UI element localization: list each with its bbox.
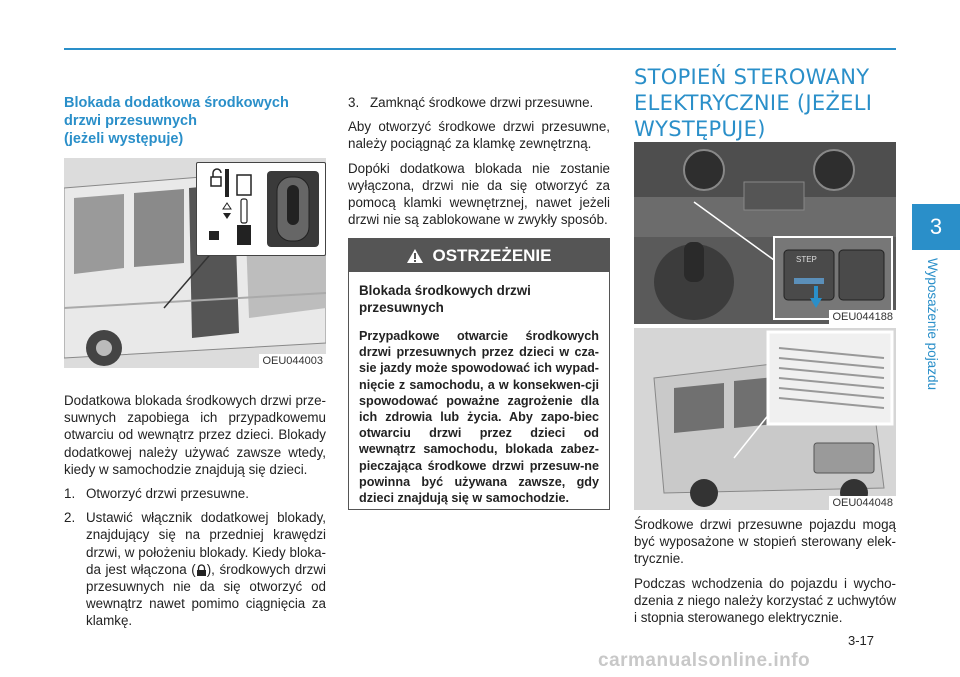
section-title-line: ELEKTRYCZNIE (JEŻELI <box>634 91 873 115</box>
section-title <box>634 64 896 142</box>
section-title-line: STOPIEŃ STEROWANY <box>634 65 870 89</box>
figure-child-lock <box>64 158 326 368</box>
lock-icon <box>196 564 207 576</box>
warning-body: Przypadkowe otwarcie środkowych drzwi przesuwnych przez dzieci w cza-sie jazdy może spowodować ich wypad-nięcie z samochodu, a w konsekwen-cji spowodować poważne zagrożenie dla ich zdrowia lub życia. Aby zapo-biec otwarciu drzwi przez dzieci od wewnątrz samochodu, blokada zabez-pieczająca środkowe drzwi przesuw-ne powinna być używana zawsze, gdy dzieci znajdują się w samochodzie. <box>359 329 599 506</box>
warning-box <box>348 238 610 510</box>
warning-header-label: OSTRZEŻENIE <box>432 245 552 265</box>
middle-body <box>348 94 610 235</box>
list-text: Otworzyć drzwi przesuwne. <box>86 486 249 502</box>
step-button-label: STEP <box>796 255 817 264</box>
page-number: 3-17 <box>848 633 875 648</box>
warning-icon <box>406 248 424 264</box>
watermark: carmanualsonline.info <box>598 650 811 671</box>
chapter-tab: 3 <box>912 204 960 250</box>
warning-header <box>349 239 609 272</box>
figure-van-step <box>634 328 896 510</box>
figure-step-switch <box>634 142 896 324</box>
list-text: Zamknąć środkowe drzwi przesuwne. <box>370 95 594 110</box>
van-illustration <box>634 328 896 510</box>
section-title-line: WYSTĘPUJE) <box>634 117 766 141</box>
dashboard-illustration <box>634 142 896 324</box>
list-text-part: Ustawić włącznik dodatkowej blokady, znajdujący się na przedniej krawędzi drzwi, w położeniu blokady. Kiedy bloka-da jest włączona ( <box>86 510 326 577</box>
left-body <box>64 392 326 637</box>
right-body <box>634 516 896 633</box>
list-number: 2. <box>64 510 76 526</box>
paragraph: Środkowe drzwi przesuwne pojazdu mogą być wyposażone w stopień sterowany elek-trycznie. <box>634 517 896 567</box>
lock-switch-diagram <box>197 163 325 255</box>
chapter-label-text: Wyposażenie pojazdu <box>925 258 940 390</box>
subsection-heading-line: Blokada dodatkowa środkowych <box>64 95 289 111</box>
list-text <box>86 509 326 629</box>
paragraph: Aby otworzyć środkowe drzwi przesuwne, należy pociągnąć za klamkę zewnętrzną. <box>348 119 610 152</box>
top-rule <box>64 48 896 50</box>
figure-code: OEU044188 <box>829 310 896 324</box>
subsection-heading-line: drzwi przesuwnych <box>64 113 197 129</box>
figure-code: OEU044048 <box>829 496 896 510</box>
figure-code: OEU044003 <box>259 354 326 368</box>
list-item <box>64 485 326 502</box>
warning-title: Blokada środkowych drzwi przesuwnych <box>359 283 531 315</box>
subsection-heading-line: (jeżeli występuje) <box>64 131 184 147</box>
subsection-heading <box>64 94 326 148</box>
list-number: 1. <box>64 486 76 502</box>
list-text-part: ), środkowych drzwi przesuwnych nie da się otworzyć od wewnątrz nawet pomimo ciągnięcia za klamkę. <box>86 561 326 629</box>
paragraph: Dopóki dodatkowa blokada nie zostanie wyłączona, drzwi nie da się otworzyć za pomocą klamki wewnętrznej, nawet jeżeli drzwi nie są zablokowane w zwykły sposób. <box>348 160 610 228</box>
paragraph: Dodatkowa blokada środkowych drzwi prze-suwnych zapobiega ich przypadkowemu otwarciu od wewnątrz przez dzieci. Blokady dodatkowej należy używać zawsze wtedy, kiedy w samochodzie znajdują się dzieci. <box>64 393 326 477</box>
paragraph: Podczas wchodzenia do pojazdu i wycho-dzenia z niego należy korzystać z uchwytów i stopnia sterowanego elektrycznie. <box>634 575 896 626</box>
list-item <box>348 94 610 111</box>
list-item <box>64 509 326 629</box>
list-number: 3. <box>348 95 360 110</box>
chapter-label <box>922 258 944 408</box>
lock-switch-inset <box>196 162 326 256</box>
